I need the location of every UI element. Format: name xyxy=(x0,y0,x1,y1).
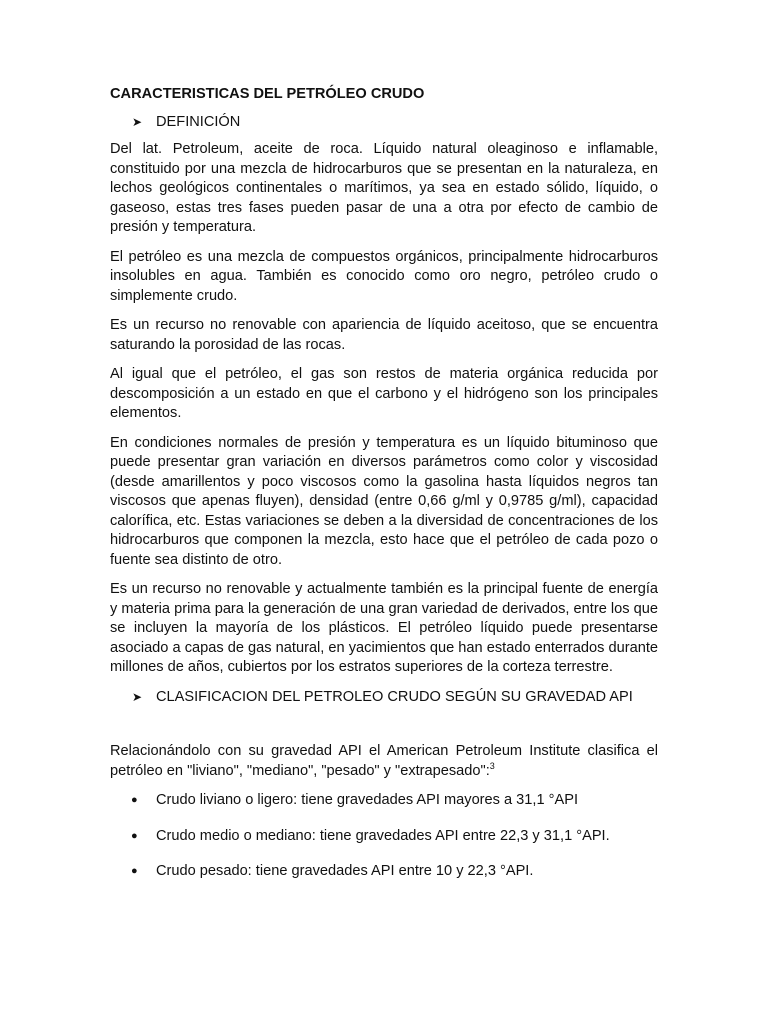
list-item xyxy=(110,862,658,882)
list-item-text: Crudo medio o mediano: tiene gravedades API entre 22,3 y 31,1 °API. xyxy=(156,827,610,844)
document-title: CARACTERISTICAS DEL PETRÓLEO CRUDO xyxy=(110,86,425,102)
footnote-ref: 3 xyxy=(489,760,495,771)
arrowhead-bullet-icon: ➤ xyxy=(132,114,143,129)
document-page xyxy=(110,85,658,898)
section-heading-clasificacion xyxy=(110,688,658,708)
list-item-text: Crudo pesado: tiene gravedades API entre 10 y 22,3 °API. xyxy=(156,863,534,879)
section-heading-definicion xyxy=(110,113,658,133)
bullet-dot-icon: ● xyxy=(131,865,138,877)
paragraph: Del lat. Petroleum, aceite de roca. Líquido natural oleaginoso e inflamable, constituido por una mezcla de hidrocarburos que se presentan en la naturaleza, en lechos geológicos continentales o marítimos, ya sea en estado sólido, líquido, o gaseoso, estas tres fases pueden pasar de una a otra por efecto de cambio de presión y temperatura. xyxy=(110,141,658,235)
arrowhead-bullet-icon: ➤ xyxy=(132,689,143,704)
bullet-dot-icon: ● xyxy=(131,794,138,806)
paragraph: El petróleo es una mezcla de compuestos orgánicos, principalmente hidrocarburos insolubles en agua. También es conocido como oro negro, petróleo crudo o simplemente crudo. xyxy=(110,248,658,304)
list-item xyxy=(110,827,658,847)
list-item-text: Crudo liviano o ligero: tiene gravedades API mayores a 31,1 °API xyxy=(156,792,578,808)
spacer xyxy=(110,715,658,742)
classification-list xyxy=(110,791,658,882)
bullet-dot-icon: ● xyxy=(131,829,138,842)
paragraph-intro xyxy=(110,742,658,781)
intro-text: Relacionándolo con su gravedad API el American Petroleum Institute clasifica el petróleo en "liviano", "mediano", "pesado" y "extrapesado": xyxy=(110,743,658,779)
paragraph: En condiciones normales de presión y temperatura es un líquido bituminoso que puede presentar gran variación en diversos parámetros como color y viscosidad (desde amarillentos y poco viscosos como la gasolina hasta líquidos negros tan viscosos que apenas fluyen), densidad (entre 0,66 g/ml y 0,9785 g/ml), capacidad calorífica, etc. Estas variaciones se deben a la diversidad de concentraciones de los hidrocarburos que componen la mezcla, esto hace que el petróleo de cada pozo o fuente sea distinto de otro. xyxy=(110,434,658,568)
paragraph: Al igual que el petróleo, el gas son restos de materia orgánica reducida por descomposición a un estado en que el carbono y el hidrógeno son los principales elementos. xyxy=(110,366,658,421)
section-heading-label: DEFINICIÓN xyxy=(156,113,241,130)
paragraph: Es un recurso no renovable con apariencia de líquido aceitoso, que se encuentra saturando la porosidad de las rocas. xyxy=(110,317,658,353)
section-heading-label: CLASIFICACION DEL PETROLEO CRUDO SEGÚN SU GRAVEDAD API xyxy=(156,688,633,705)
list-item xyxy=(110,791,658,811)
paragraph: Es un recurso no renovable y actualmente también es la principal fuente de energía y materia prima para la generación de una gran variedad de derivados, entre los que se incluyen la mayoría de los plásticos. El petróleo líquido puede presentarse asociado a capas de gas natural, en yacimientos que han estado enterrados durante millones de años, cubiertos por los estratos superiores de la corteza terrestre. xyxy=(110,581,658,675)
